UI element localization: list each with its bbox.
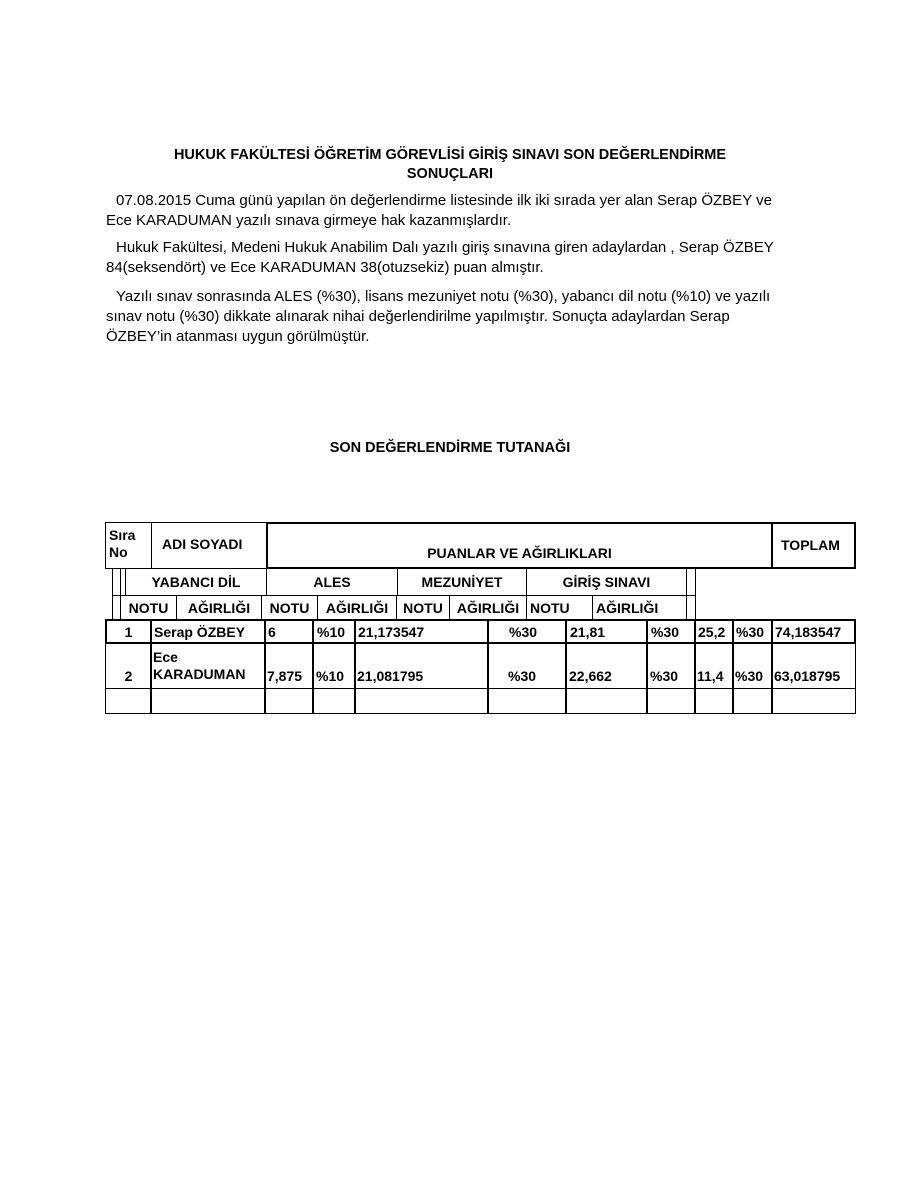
row2-name <box>150 643 266 689</box>
row1-ales-notu: 21,173547 <box>354 619 489 644</box>
paragraph-1-text: 07.08.2015 Cuma günü yapılan ön değerlendirme listesinde ilk iki sırada yer alan Serap ÖZBEY ve Ece KARADUMAN yazılı sınava girmeye hak kazanmışlardır. <box>106 192 772 229</box>
row3-cell-empty <box>354 688 489 714</box>
paragraph-3-text: Yazılı sınav sonrasında ALES (%30), lisans mezuniyet notu (%30), yabancı dil notu (%10) ve yazılı sınav notu (%30) dikkate alınarak nihai değerlendirilme yapılmıştır. Sonuçta adaylardan Serap ÖZBEY’in atanması uygun görülmüştür. <box>106 288 771 345</box>
document-title <box>100 146 800 184</box>
sub-gs-agirligi: AĞIRLIĞI <box>592 595 687 620</box>
header-puanlar: PUANLAR VE AĞIRLIKLARI <box>266 522 773 569</box>
header-no-label: No <box>109 544 128 560</box>
paragraph-1 <box>106 191 796 231</box>
group-yabanci-dil: YABANCI DİL <box>125 568 267 596</box>
sub-yd-notu: NOTU <box>120 595 177 620</box>
row1-toplam: 74,183547 <box>771 619 856 644</box>
row3-cell-empty <box>565 688 648 714</box>
row3-cell-empty <box>732 688 773 714</box>
row1-yd-notu: 6 <box>264 619 314 644</box>
row2-ales-notu: 21,081795 <box>354 643 489 689</box>
row1-name <box>150 619 266 644</box>
row2-ales-agirlik: %30 <box>487 643 567 689</box>
row1-ales-agirlik: %30 <box>487 619 567 644</box>
paragraph-2-text: Hukuk Fakültesi, Medeni Hukuk Anabilim Dalı yazılı giriş sınavına giren adaylardan , Serap ÖZBEY 84(seksendört) ve Ece KARADUMAN 38(otuzsekiz) puan almıştır. <box>106 239 774 276</box>
row3-sira-empty <box>105 688 152 714</box>
row2-mez-notu: 22,662 <box>565 643 648 689</box>
row1-gs-agirlik: %30 <box>732 619 773 644</box>
header-adi-soyadi: ADI SOYADI <box>151 522 267 569</box>
row2-gs-notu: 11,4 <box>694 643 734 689</box>
header-toplam: TOPLAM <box>771 522 856 569</box>
sub-ales-agirligi: AĞIRLIĞI <box>317 595 397 620</box>
row2-sira: 2 <box>105 643 152 689</box>
row2-yd-agirlik: %10 <box>312 643 356 689</box>
sub-mez-notu: NOTU <box>396 595 450 620</box>
sub-mez-agirligi: AĞIRLIĞI <box>449 595 527 620</box>
row2-yd-notu: 7,875 <box>264 643 314 689</box>
row3-cell-empty <box>646 688 696 714</box>
row1-gs-notu: 25,2 <box>694 619 734 644</box>
group-spacer-right <box>686 568 696 596</box>
paragraph-3 <box>106 287 796 347</box>
row3-cell-empty <box>694 688 734 714</box>
row1-mez-agirlik: %30 <box>646 619 696 644</box>
header-sira-no <box>105 522 152 569</box>
row2-name-line1: Ece <box>153 649 178 665</box>
row1-yd-agirlik: %10 <box>312 619 356 644</box>
row2-mez-agirlik: %30 <box>646 643 696 689</box>
sub-yd-agirligi: AĞIRLIĞI <box>176 595 262 620</box>
row2-toplam: 63,018795 <box>771 643 856 689</box>
row3-cell-empty <box>487 688 567 714</box>
sub-ales-notu: NOTU <box>261 595 318 620</box>
row1-mez-notu: 21,81 <box>565 619 648 644</box>
sub-gs-notu: NOTU <box>526 595 593 620</box>
table-subtitle: SON DEĞERLENDİRME TUTANAĞI <box>329 440 571 456</box>
paragraph-2 <box>106 238 796 278</box>
row1-sira: 1 <box>105 619 152 644</box>
results-table <box>105 522 856 714</box>
title-line-2: SONUÇLARI <box>406 166 494 182</box>
group-mezuniyet: MEZUNİYET <box>397 568 527 596</box>
row1-name-text: Serap ÖZBEY <box>154 624 246 640</box>
group-giris-sinavi: GİRİŞ SINAVI <box>526 568 687 596</box>
row2-gs-agirlik: %30 <box>732 643 773 689</box>
row3-cell-empty <box>264 688 314 714</box>
sub-spacer-right <box>686 595 696 620</box>
row3-name-empty <box>150 688 266 714</box>
row3-cell-empty <box>312 688 356 714</box>
group-ales: ALES <box>266 568 398 596</box>
title-line-1: HUKUK FAKÜLTESİ ÖĞRETİM GÖREVLİSİ GİRİŞ SINAVI SON DEĞERLENDİRME <box>173 147 727 163</box>
row2-name-line2: KARADUMAN <box>153 666 246 682</box>
header-sira-label: Sıra <box>109 527 136 543</box>
row3-cell-empty <box>771 688 856 714</box>
